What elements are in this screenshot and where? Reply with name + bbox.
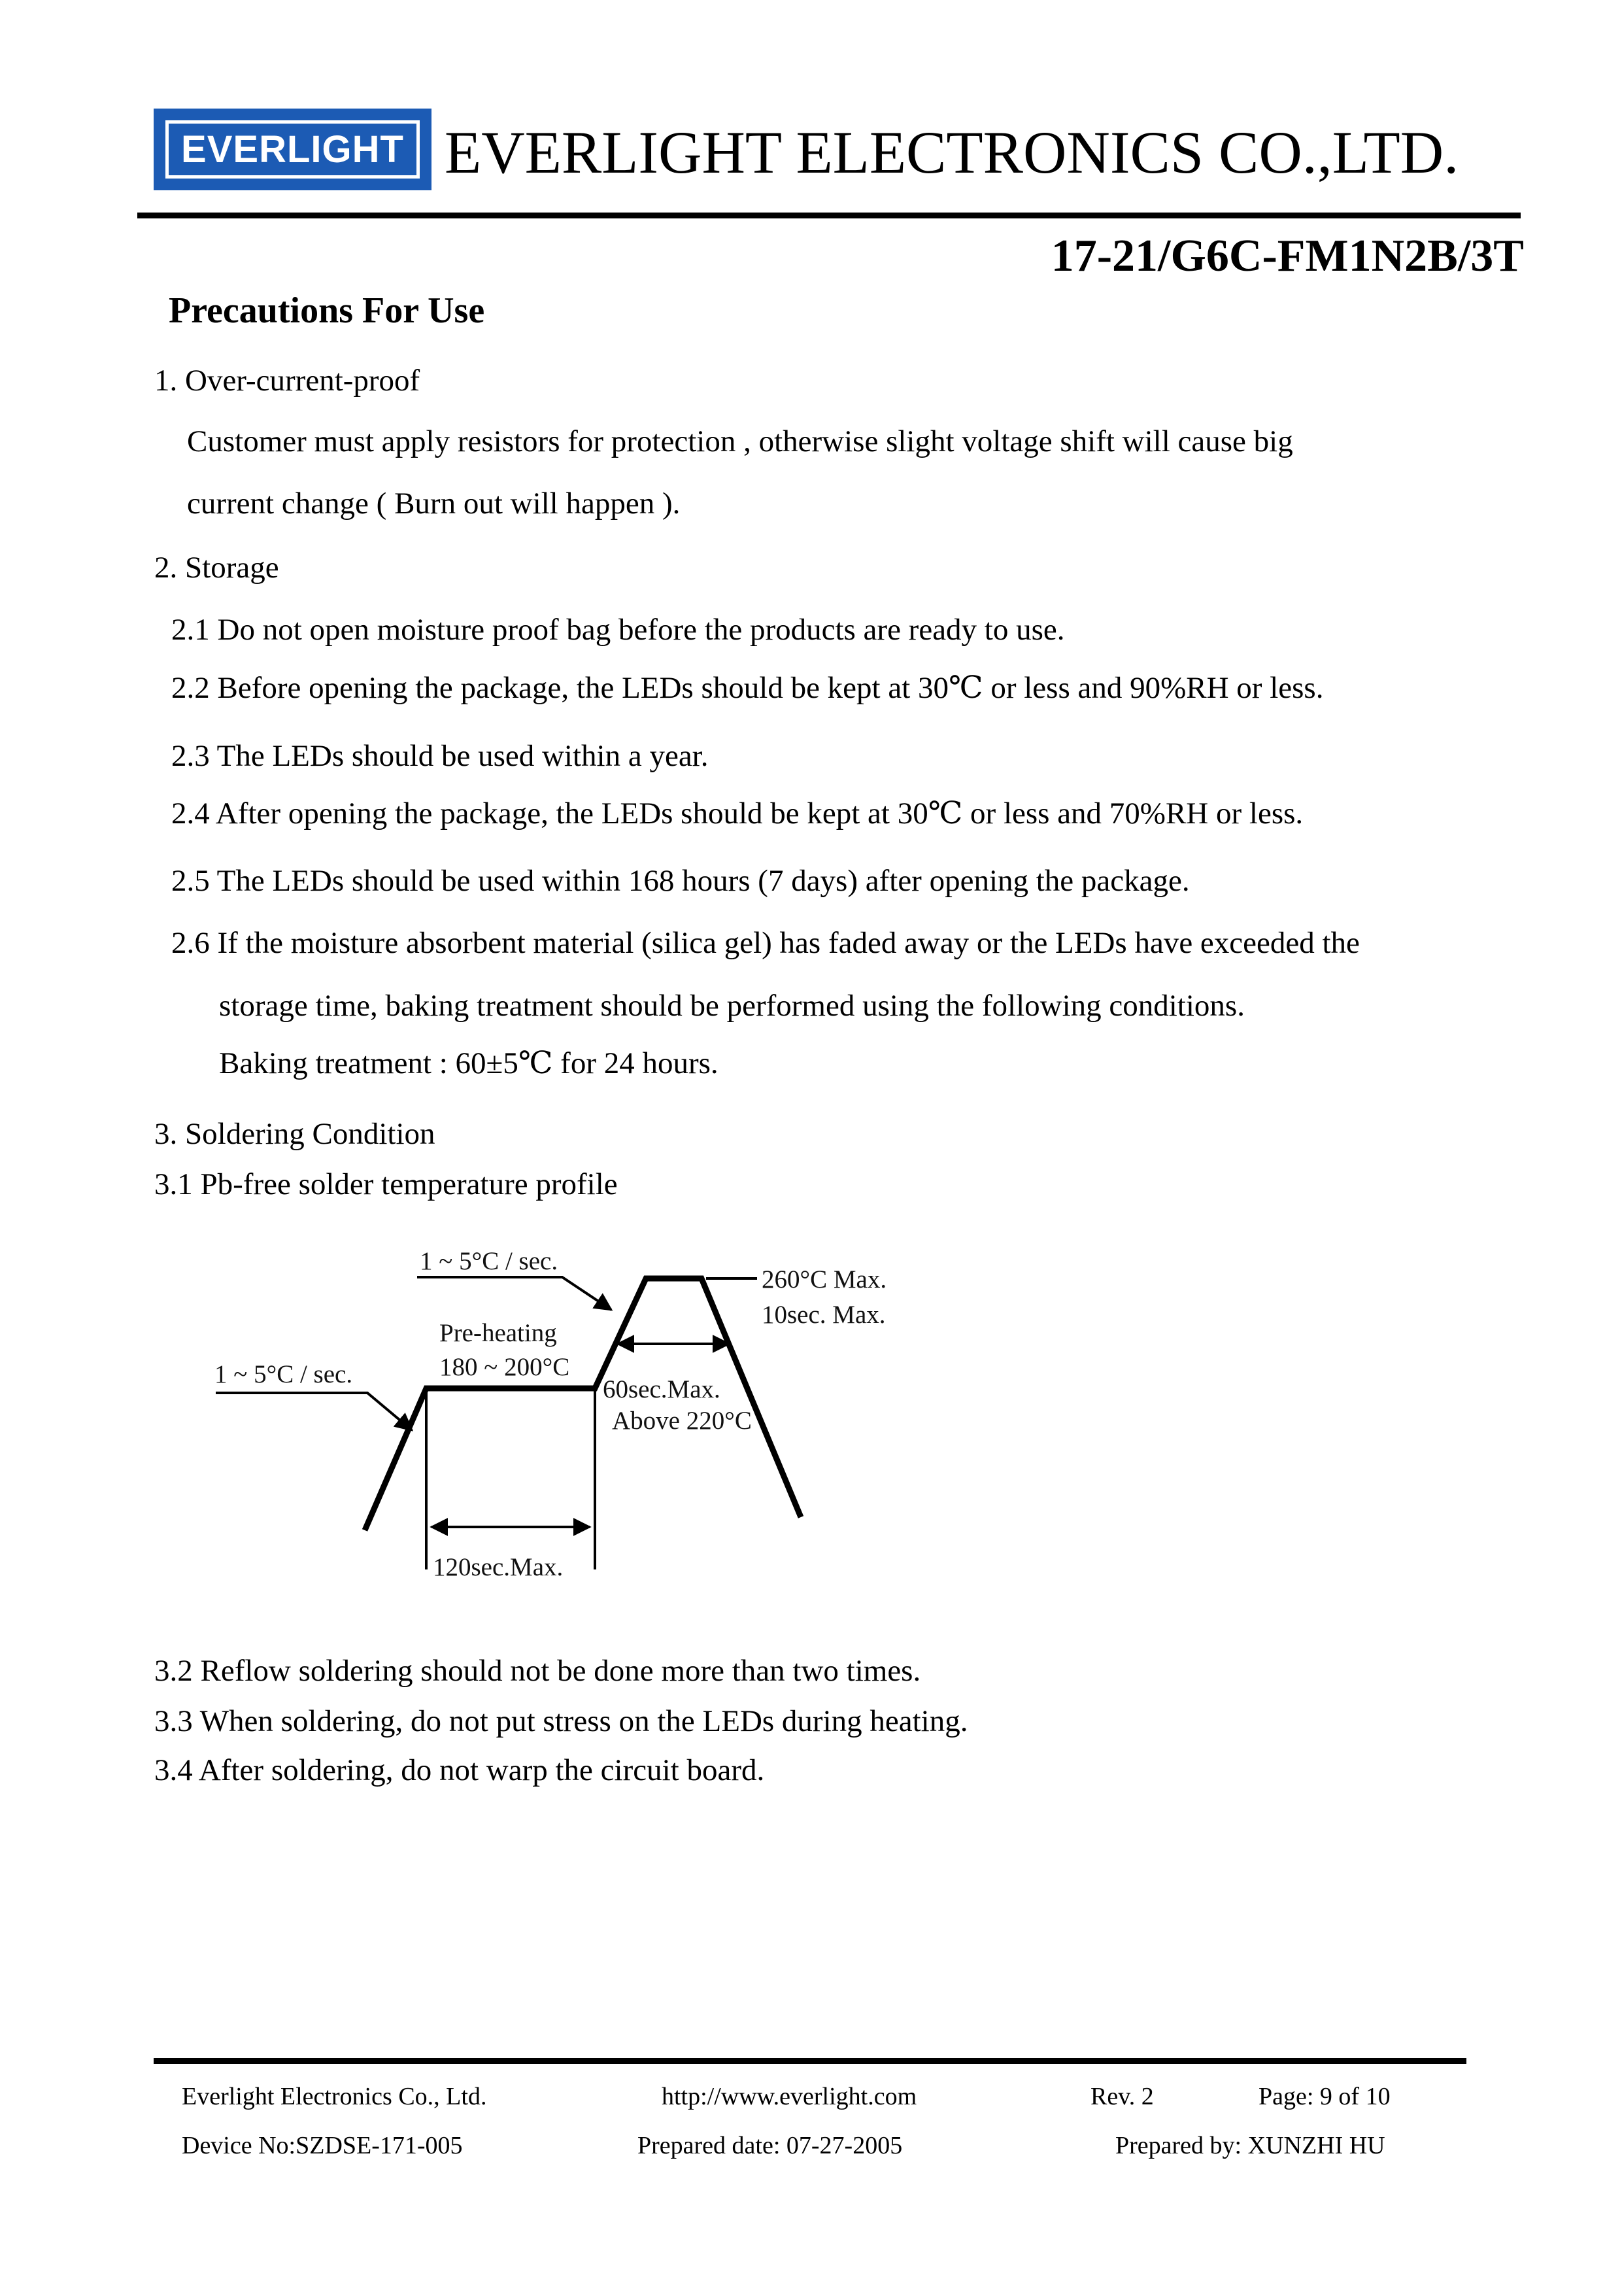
section-soldering-heading: 3. Soldering Condition: [154, 1117, 435, 1151]
storage-item-2-6-line-1: 2.6 If the moisture absorbent material (silica gel) has faded away or the LEDs have exceeded the: [171, 926, 1360, 960]
preheat-time-label: 120sec.Max.: [433, 1553, 564, 1581]
footer-revision: Rev. 2: [1090, 2083, 1154, 2110]
profile-curve: [365, 1278, 801, 1530]
storage-item-2-1: 2.1 Do not open moisture proof bag before the products are ready to use.: [171, 613, 1065, 647]
company-logo: [154, 109, 431, 190]
footer-divider: [154, 2058, 1466, 2064]
footer-prepared-date: Prepared date: 07-27-2005: [637, 2132, 903, 2159]
preheat-range-label: 180 ~ 200°C: [439, 1353, 570, 1381]
footer-company: Everlight Electronics Co., Ltd.: [182, 2083, 487, 2110]
section-title: Precautions For Use: [169, 290, 485, 331]
storage-item-2-2: 2.2 Before opening the package, the LEDs should be kept at 30℃ or less and 90%RH or less.: [171, 671, 1324, 705]
soldering-item-3-4: 3.4 After soldering, do not warp the circuit board.: [154, 1753, 765, 1787]
soldering-item-3-1: 3.1 Pb-free solder temperature profile: [154, 1167, 618, 1201]
footer-page-number: Page: 9 of 10: [1259, 2083, 1391, 2110]
company-title: EVERLIGHT ELECTRONICS CO.,LTD.: [445, 119, 1459, 186]
over-current-text-2: current change ( Burn out will happen ).: [187, 487, 681, 521]
soldering-item-3-3: 3.3 When soldering, do not put stress on the LEDs during heating.: [154, 1704, 968, 1738]
header-divider: [137, 213, 1521, 218]
logo-text: EVERLIGHT: [165, 120, 420, 179]
ramp-left-leader: [216, 1393, 412, 1430]
solder-temperature-profile: [196, 1213, 922, 1599]
section-over-current-heading: 1. Over-current-proof: [154, 364, 420, 398]
footer-device-no: Device No:SZDSE-171-005: [182, 2132, 463, 2159]
section-storage-heading: 2. Storage: [154, 551, 279, 585]
ramp-rate-top-label: 1 ~ 5°C / sec.: [420, 1247, 558, 1275]
reflow-above-label: Above 220°C: [612, 1407, 752, 1435]
peak-time-label: 10sec. Max.: [762, 1301, 886, 1329]
ramp-top-leader: [417, 1277, 611, 1310]
footer-prepared-by: Prepared by: XUNZHI HU: [1115, 2132, 1385, 2159]
soldering-item-3-2: 3.2 Reflow soldering should not be done more than two times.: [154, 1654, 921, 1688]
reflow-time-label: 60sec.Max.: [603, 1375, 720, 1403]
preheat-label: Pre-heating: [439, 1319, 557, 1347]
footer-url[interactable]: http://www.everlight.com: [662, 2083, 917, 2110]
over-current-text-1: Customer must apply resistors for protection , otherwise slight voltage shift will cause big: [187, 424, 1293, 458]
part-number: 17-21/G6C-FM1N2B/3T: [1051, 231, 1524, 281]
storage-item-2-6-line-2: storage time, baking treatment should be performed using the following conditions.: [219, 989, 1245, 1023]
baking-treatment: Baking treatment : 60±5℃ for 24 hours.: [219, 1046, 718, 1080]
storage-item-2-4: 2.4 After opening the package, the LEDs should be kept at 30℃ or less and 70%RH or less.: [171, 797, 1304, 831]
ramp-rate-left-label: 1 ~ 5°C / sec.: [214, 1360, 353, 1388]
storage-item-2-3: 2.3 The LEDs should be used within a year.: [171, 739, 709, 773]
peak-temp-label: 260°C Max.: [762, 1265, 887, 1294]
storage-item-2-5: 2.5 The LEDs should be used within 168 hours (7 days) after opening the package.: [171, 864, 1190, 898]
